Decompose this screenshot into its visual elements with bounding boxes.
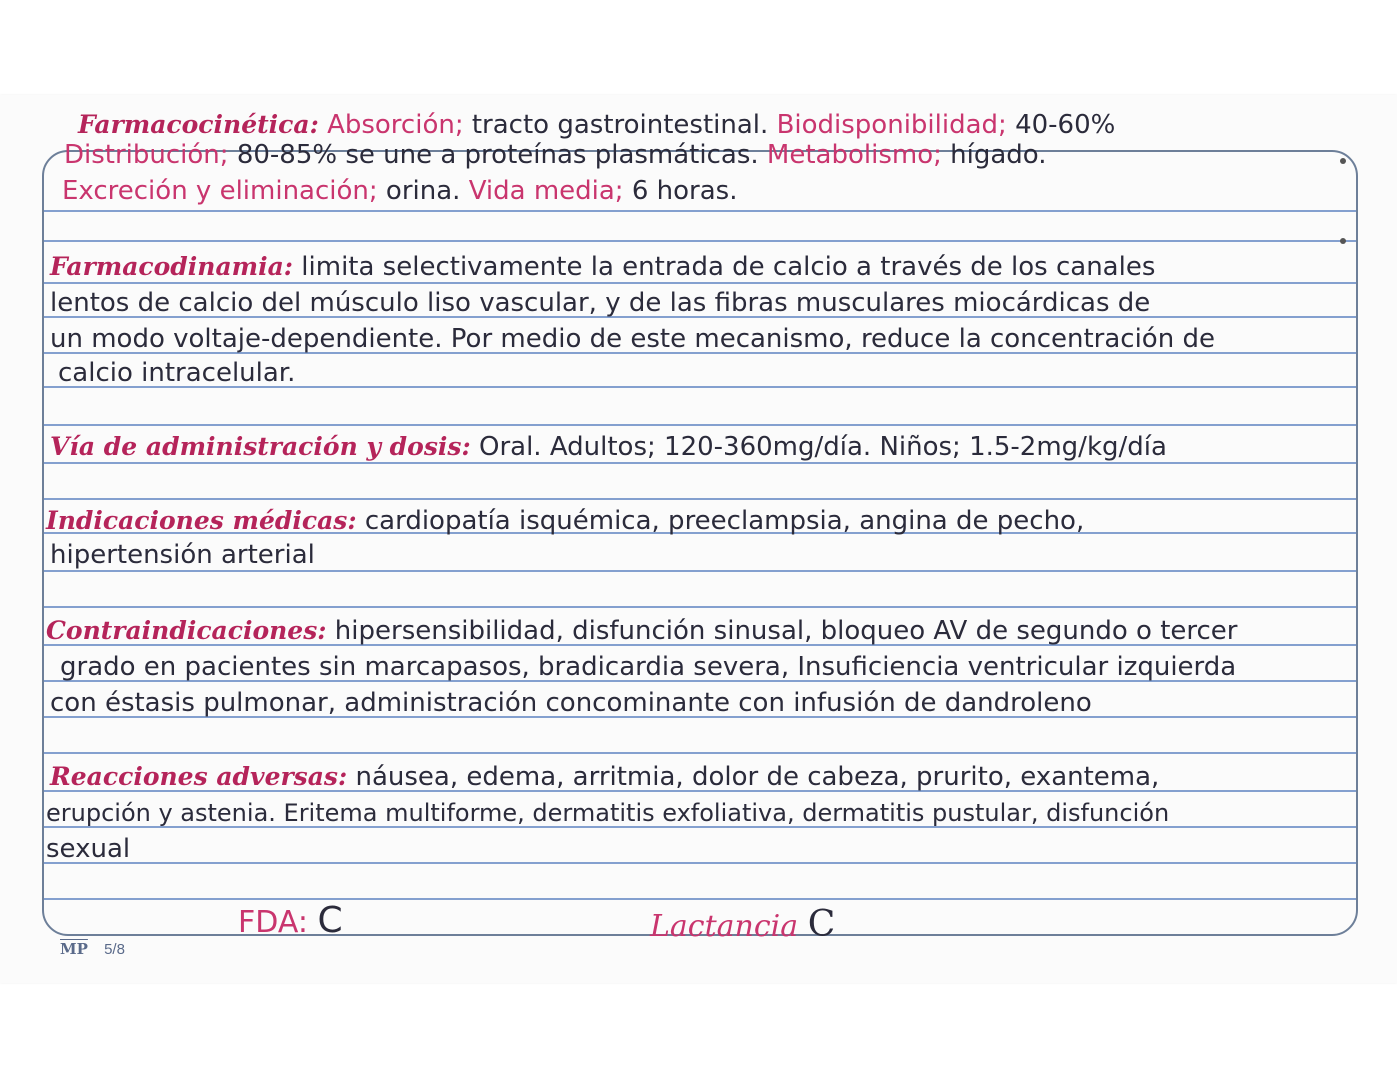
farmacodinamia-line-3 — [50, 324, 1215, 354]
farmacodinamia-heading: Farmacodinamia: — [50, 252, 294, 281]
farmacodinamia-line-4 — [58, 358, 295, 388]
metabolismo-value: hígado. — [950, 140, 1047, 170]
reacciones-text-2: erupción y astenia. Eritema multiforme, dermatitis exfoliativa, dermatitis pustular, disfunción — [46, 799, 1170, 827]
ruled-line — [44, 752, 1356, 754]
distribucion-value: 80-85% se une a proteínas plasmáticas. — [236, 140, 759, 170]
biodisponibilidad-value: 40-60% — [1015, 110, 1116, 140]
punch-hole — [1340, 158, 1346, 164]
reacciones-line-2 — [46, 798, 1169, 828]
card-brand — [60, 940, 125, 958]
indicaciones-line-2 — [50, 540, 315, 570]
ruled-line — [44, 240, 1356, 242]
indicaciones-heading: Indicaciones médicas: — [46, 506, 357, 535]
via-line — [50, 432, 1167, 462]
brand-logo: $\overline{MP}$ — [60, 940, 88, 958]
card-count: 5/8 — [104, 941, 125, 958]
reacciones-heading: Reacciones adversas: — [50, 762, 348, 791]
fda-value: C — [317, 900, 343, 941]
farmacodinamia-line-1 — [50, 252, 1155, 282]
reacciones-text-1: náusea, edema, arritmia, dolor de cabeza, prurito, exantema, — [355, 762, 1160, 792]
indicaciones-text-1: cardiopatía isquémica, preeclampsia, angina de pecho, — [364, 506, 1085, 536]
ruled-line — [44, 462, 1356, 464]
farmacocinetica-line-1 — [78, 110, 1115, 140]
metabolismo-label: Metabolismo; — [766, 140, 942, 170]
via-heading: Vía de administración y dosis: — [50, 432, 471, 461]
farmacodinamia-text-4: calcio intracelular. — [58, 358, 296, 388]
contraindicaciones-text-2: grado en pacientes sin marcapasos, bradicardia severa, Insuficiencia ventricular izquierda — [60, 652, 1237, 682]
excrecion-value: orina. — [385, 176, 461, 206]
biodisponibilidad-label: Biodisponibilidad; — [776, 110, 1007, 140]
reacciones-line-1 — [50, 762, 1159, 792]
farmacocinetica-line-3 — [62, 176, 737, 206]
indicaciones-line-1 — [46, 506, 1084, 536]
reacciones-line-3 — [46, 834, 130, 864]
absorcion-label: Absorción; — [327, 110, 464, 140]
contraindicaciones-line-2 — [60, 652, 1236, 682]
lactancia-value: C — [807, 904, 836, 945]
fda-label: FDA: — [238, 905, 308, 940]
distribucion-label: Distribución; — [64, 140, 229, 170]
farmacodinamia-text-3: un modo voltaje-dependiente. Por medio de este mecanismo, reduce la concentración de — [50, 324, 1215, 354]
excrecion-label: Excreción y eliminación; — [62, 176, 378, 206]
reacciones-text-3: sexual — [46, 834, 131, 864]
lactancia-row — [650, 904, 836, 945]
contraindicaciones-line-1 — [46, 616, 1238, 646]
ruled-line — [44, 898, 1356, 900]
contraindicaciones-line-3 — [50, 688, 1092, 718]
punch-hole — [1340, 238, 1346, 244]
fda-row — [238, 900, 343, 941]
contraindicaciones-heading: Contraindicaciones: — [46, 616, 327, 645]
ruled-line — [44, 424, 1356, 426]
ruled-line — [44, 282, 1356, 284]
ruled-line — [44, 210, 1356, 212]
farmacocinetica-heading: Farmacocinética: — [78, 110, 319, 139]
contraindicaciones-text-1: hipersensibilidad, disfunción sinusal, bloqueo AV de segundo o tercer — [334, 616, 1238, 646]
farmacodinamia-line-2 — [50, 288, 1150, 318]
vida-media-value: 6 horas. — [631, 176, 738, 206]
farmacodinamia-text-2: lentos de calcio del músculo liso vascular, y de las fibras musculares miocárdicas de — [50, 288, 1151, 318]
lactancia-label: Lactancia — [650, 909, 799, 944]
ruled-line — [44, 498, 1356, 500]
ruled-line — [44, 570, 1356, 572]
via-value: Oral. Adultos; 120-360mg/día. Niños; 1.5-2mg/kg/día — [478, 432, 1167, 462]
indicaciones-text-2: hipertensión arterial — [50, 540, 315, 570]
ruled-line — [44, 862, 1356, 864]
vida-media-label: Vida media; — [468, 176, 624, 206]
ruled-line — [44, 606, 1356, 608]
contraindicaciones-text-3: con éstasis pulmonar, administración concominante con infusión de dandroleno — [50, 688, 1092, 718]
farmacocinetica-line-2 — [64, 140, 1047, 170]
absorcion-value: tracto gastrointestinal. — [471, 110, 769, 140]
farmacodinamia-text-1: limita selectivamente la entrada de calcio a través de los canales — [301, 252, 1156, 282]
